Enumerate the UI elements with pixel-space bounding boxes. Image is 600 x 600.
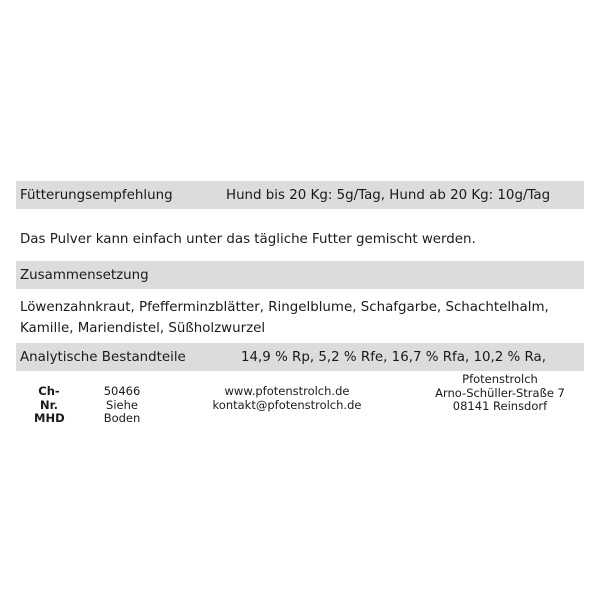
- bestbefore-value: Siehe Boden: [103, 397, 141, 425]
- analytics-label: Analytische Bestandteile: [20, 349, 186, 365]
- email-link[interactable]: kontakt@pfotenstrolch.de: [212, 397, 362, 412]
- street-address: Arno-Schüller-Straße 7: [435, 385, 565, 400]
- feeding-value: Hund bis 20 Kg: 5g/Tag, Hund ab 20 Kg: 10g/Tag: [226, 187, 551, 203]
- feeding-row: [16, 181, 584, 209]
- footer-contact: [212, 385, 362, 412]
- city-address: 08141 Reinsdorf: [452, 399, 548, 413]
- batch-label: Ch-Nr.: [38, 384, 60, 412]
- product-label: [16, 181, 584, 425]
- bestbefore-label: MHD: [34, 411, 65, 425]
- label-footer: [16, 372, 584, 425]
- composition-label: Zusammensetzung: [20, 267, 149, 283]
- batch-value: 50466: [103, 384, 141, 398]
- footer-address: [432, 373, 568, 414]
- website-link[interactable]: www.pfotenstrolch.de: [224, 384, 350, 398]
- analytics-value: 14,9 % Rp, 5,2 % Rfe, 16,7 % Rfa, 10,2 % Ra,: [241, 349, 546, 365]
- footer-values: [86, 385, 158, 426]
- instruction-text: Das Pulver kann einfach unter das tägliche Futter gemischt werden.: [20, 232, 476, 247]
- analytics-row: [16, 343, 584, 371]
- feeding-label: Fütterungsempfehlung: [20, 187, 173, 203]
- company-name: Pfotenstrolch: [462, 372, 538, 386]
- composition-heading: [16, 261, 584, 289]
- footer-keys: [34, 385, 64, 426]
- composition-text: Löwenzahnkraut, Pfefferminzblätter, Ringelblume, Schafgarbe, Schachtelhalm, Kamille, Mariendistel, Süßholzwurzel: [20, 300, 549, 336]
